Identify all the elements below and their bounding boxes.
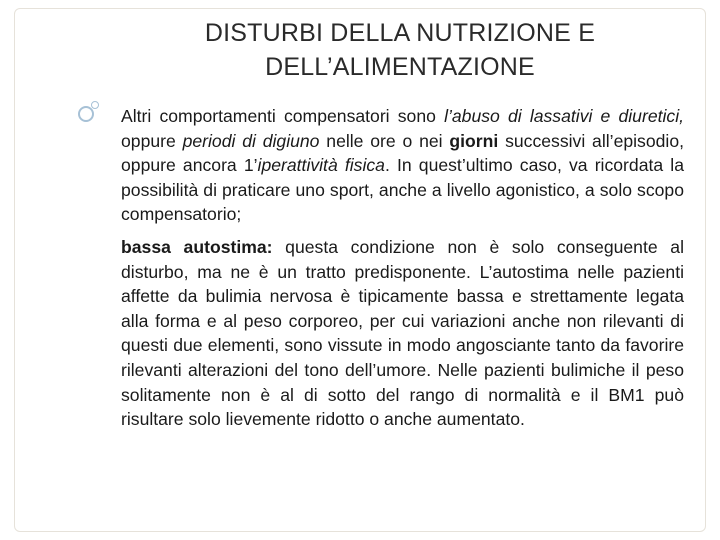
slide-title-line-2: DELL’ALIMENTAZIONE [265, 53, 535, 81]
paragraph-low-self-esteem [121, 235, 684, 432]
slide-title-line-1: DISTURBI DELLA NUTRIZIONE E [204, 19, 596, 47]
p1-text-5: . In quest’ultimo caso, va ricordata la possibilità di praticare uno sport, anche a livello agonistico, a solo scopo compensatorio; [121, 155, 684, 225]
p2-text: questa condizione non è solo conseguente al disturbo, ma ne è un tratto predisponente. L’autostima nelle pazienti affette da bulimia nervosa è tipicamente bassa e strettamente legata alla forma e al peso corporeo, per cui variazioni anche non rilevanti di questi due elementi, sono vissute in modo angosciante tanto da favorire rilevanti alterazioni del tono dell’umore. Nelle pazienti bulimiche il peso solitamente non è al di sotto del rango di normalità e il BM1 può risultare solo lievemente ridotto o anche aumentato. [121, 236, 685, 430]
p1-text-3: nelle ore o nei [319, 130, 450, 151]
decorative-circle-large-icon [78, 106, 94, 122]
p1-italic-hyperactivity: iperattività fisica [257, 155, 385, 176]
p1-text-2: oppure [121, 130, 183, 151]
p1-italic-fasting: periodi di digiuno [182, 130, 320, 151]
p1-bold-days: giorni [449, 130, 499, 151]
decorative-circle-small-icon [91, 101, 99, 109]
paragraph-compensatory-behaviors [121, 104, 684, 227]
p1-italic-laxatives: l’abuso di lassativi e diuretici, [444, 106, 685, 126]
p1-text-4: successivi all’episodio, oppure ancora 1’ [121, 130, 684, 176]
slide-title [120, 16, 680, 84]
slide-body [121, 104, 684, 432]
p1-text-1: Altri comportamenti compensatori sono [121, 106, 445, 126]
p2-bold-heading: bassa autostima: [121, 236, 273, 257]
